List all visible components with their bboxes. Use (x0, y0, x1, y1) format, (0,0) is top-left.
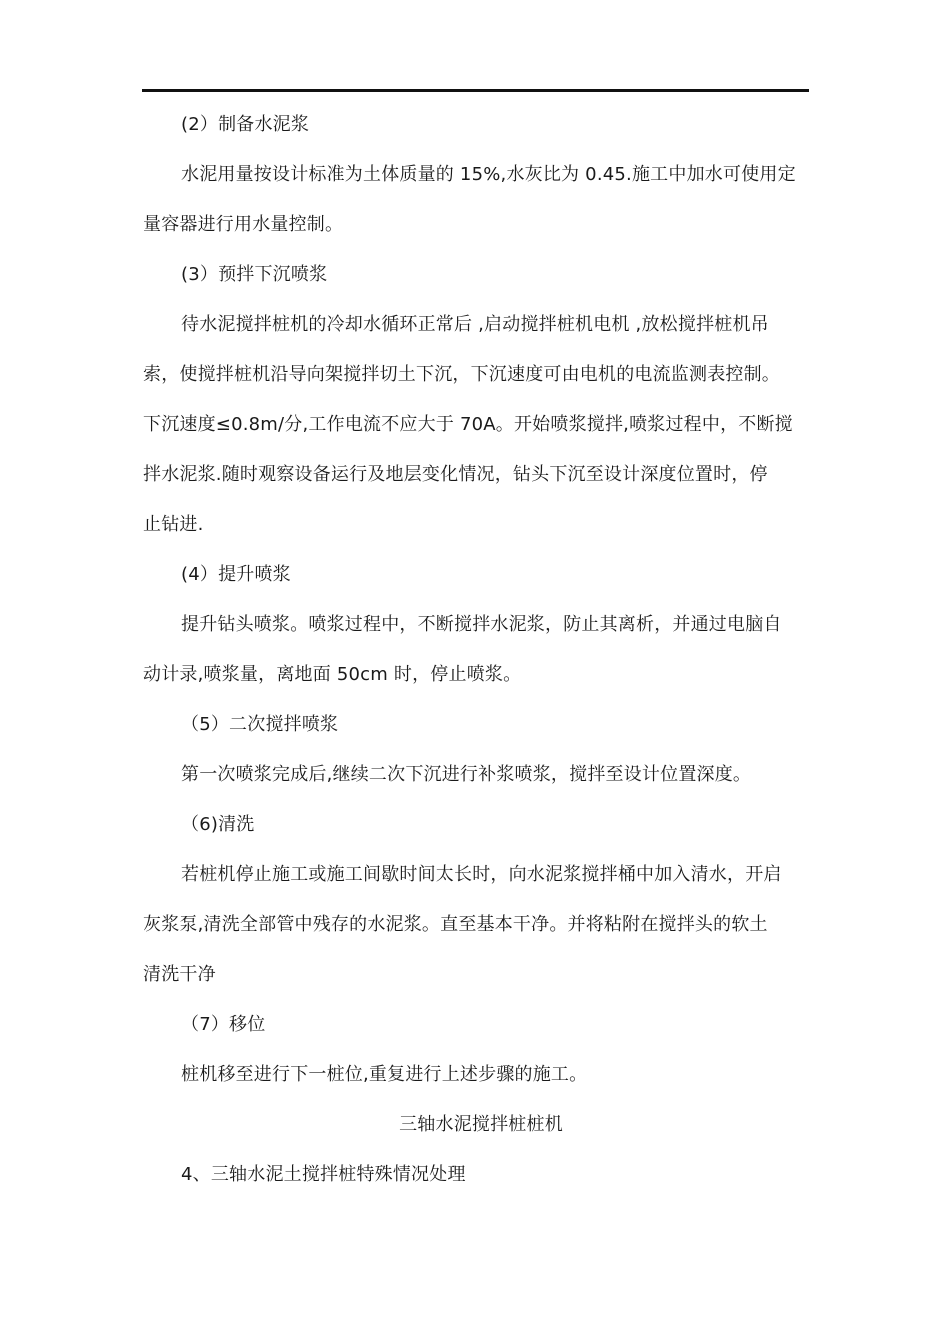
heading-7-relocation: （7）移位 (181, 1014, 266, 1035)
document-body (143, 108, 819, 1192)
paragraph-line: 索，使搅拌桩机沿导向架搅拌切土下沉，下沉速度可由电机的电流监测表控制。 (143, 364, 780, 385)
paragraph-line: 下沉速度≤0.8m/分,工作电流不应大于 70A。开始喷浆搅拌,喷浆过程中，不断搅 (143, 414, 793, 435)
paragraph-line: 若桩机停止施工或施工间歇时间太长时，向水泥浆搅拌桶中加入清水，开启 (181, 864, 782, 885)
section-heading-special-cases: 4、三轴水泥土搅拌桩特殊情况处理 (181, 1164, 466, 1185)
heading-3-premix-sink: (3）预拌下沉喷浆 (181, 264, 328, 285)
paragraph-line: 待水泥搅拌桩机的冷却水循环正常后 ,启动搅拌桩机电机 ,放松搅拌桩机吊 (181, 314, 769, 335)
paragraph-line: 桩机移至进行下一桩位,重复进行上述步骤的施工。 (181, 1064, 588, 1085)
heading-6-cleaning: （6)清洗 (181, 814, 255, 835)
paragraph-line: 灰浆泵,清洗全部管中残存的水泥浆。直至基本干净。并将粘附在搅拌头的软土 (143, 914, 768, 935)
header-rule (142, 89, 809, 92)
paragraph-line: 止钻进. (143, 514, 204, 535)
heading-2-prepare-slurry: (2）制备水泥浆 (181, 114, 310, 135)
paragraph-line: 提升钻头喷浆。喷浆过程中，不断搅拌水泥浆，防止其离析，并通过电脑自 (181, 614, 782, 635)
paragraph-line: 第一次喷浆完成后,继续二次下沉进行补浆喷浆，搅拌至设计位置深度。 (181, 764, 752, 785)
figure-caption: 三轴水泥搅拌桩桩机 (399, 1114, 563, 1135)
paragraph-line: 量容器进行用水量控制。 (143, 214, 344, 235)
paragraph-line: 清洗干净 (143, 964, 216, 985)
paragraph-line: 拌水泥浆.随时观察设备运行及地层变化情况，钻头下沉至设计深度位置时，停 (143, 464, 768, 485)
paragraph-line: 水泥用量按设计标准为土体质量的 15%,水灰比为 0.45.施工中加水可使用定 (181, 164, 796, 185)
paragraph-line: 动计录,喷浆量，离地面 50cm 时，停止喷浆。 (143, 664, 522, 685)
heading-4-lift-spray: (4）提升喷浆 (181, 564, 291, 585)
heading-5-second-mix: （5）二次搅拌喷浆 (181, 714, 339, 735)
